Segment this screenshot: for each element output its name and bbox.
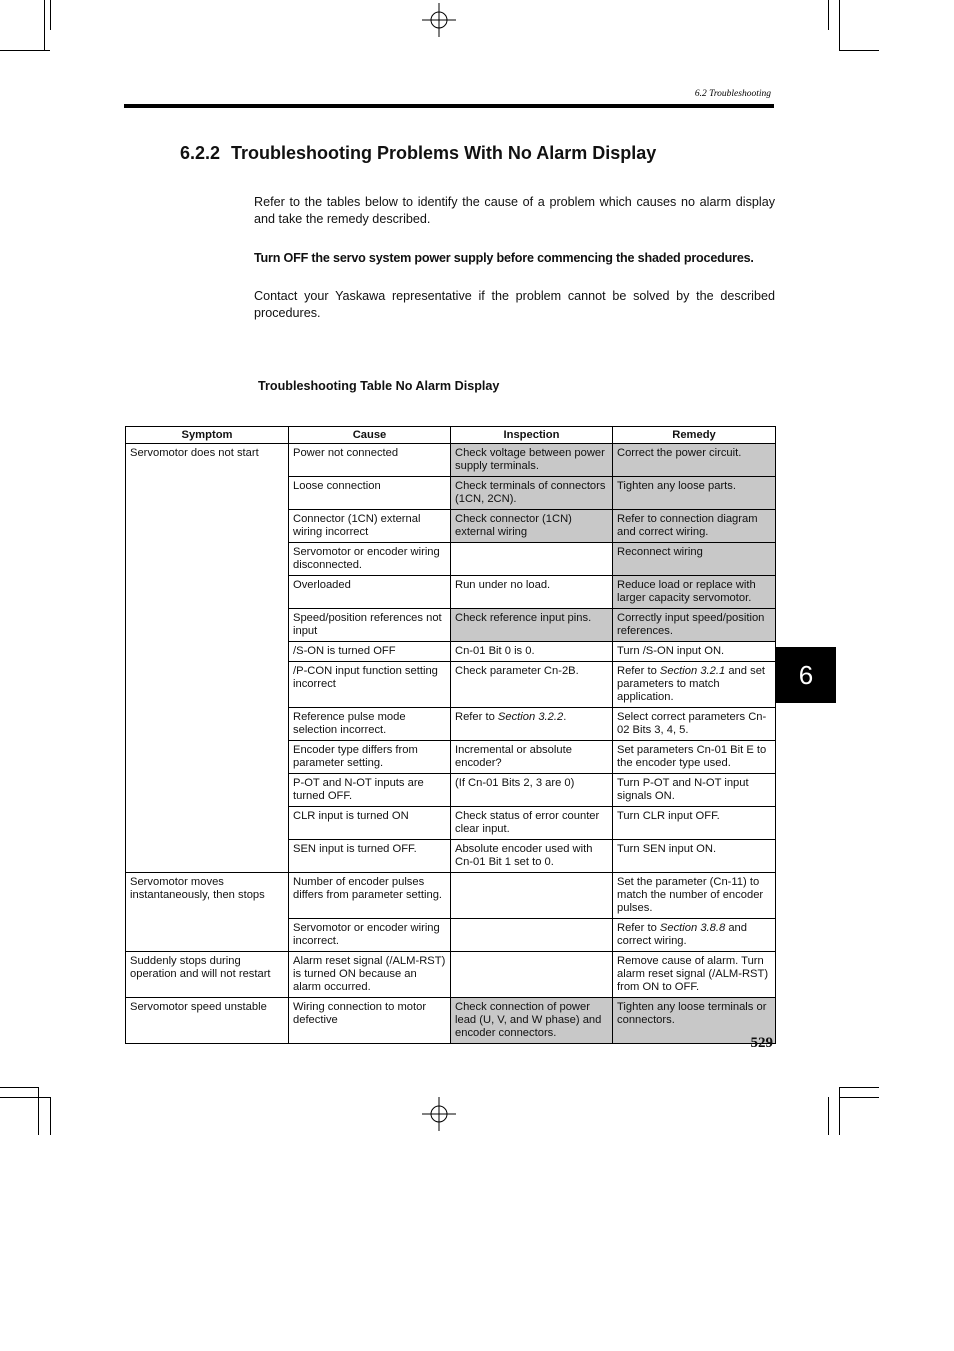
remedy-cell [613, 919, 776, 952]
inspection-section-ref: Section 3.2.2 [497, 711, 564, 723]
cause-cell: SEN input is turned OFF. [289, 840, 451, 873]
intro-paragraph: Refer to the tables below to identify the cause of a problem which causes no alarm display and take the remedy described. [254, 195, 775, 226]
inspection-cell: Check parameter Cn-2B. [451, 662, 613, 708]
remedy-text: and set parameters to match application. [617, 665, 766, 703]
table-row [126, 998, 776, 1044]
cause-cell: /S-ON is turned OFF [289, 642, 451, 662]
page-number: 529 [750, 1035, 773, 1051]
remedy-cell [613, 662, 776, 708]
inspection-cell [451, 543, 613, 576]
warning-paragraph: Turn OFF the servo system power supply before commencing the shaded procedures. [254, 251, 754, 265]
remedy-cell: Turn P-OT and N-OT input signals ON. [613, 774, 776, 807]
inspection-cell: Check connection of power lead (U, V, and W phase) and encoder connectors. [451, 998, 613, 1044]
remedy-cell: Set parameters Cn-01 Bit E to the encoder type used. [613, 741, 776, 774]
crop-mark [38, 1087, 39, 1135]
cause-cell: Wiring connection to motor defective [289, 998, 451, 1044]
cause-cell: P-OT and N-OT inputs are turned OFF. [289, 774, 451, 807]
remedy-text: Refer to [617, 665, 660, 677]
inspection-cell: Check connector (1CN) external wiring [451, 510, 613, 543]
table-caption: Troubleshooting Table No Alarm Display [258, 379, 500, 393]
inspection-cell: Check reference input pins. [451, 609, 613, 642]
section-title: Troubleshooting Problems With No Alarm Display [231, 143, 657, 163]
inspection-cell: Incremental or absolute encoder? [451, 741, 613, 774]
troubleshooting-table [125, 426, 776, 1044]
inspection-text: Refer to [455, 711, 498, 723]
remedy-cell: Reduce load or replace with larger capacity servomotor. [613, 576, 776, 609]
cause-cell: Loose connection [289, 477, 451, 510]
table-header-row [126, 427, 776, 444]
crop-mark [50, 1097, 51, 1135]
remedy-cell: Tighten any loose parts. [613, 477, 776, 510]
remedy-cell: Turn /S-ON input ON. [613, 642, 776, 662]
inspection-cell: Check voltage between power supply terminals. [451, 444, 613, 477]
remedy-text: and correct wiring. [617, 922, 747, 947]
crop-mark [0, 1087, 38, 1088]
remedy-cell: Correctly input speed/position references. [613, 609, 776, 642]
header-symptom: Symptom [126, 427, 289, 444]
cause-cell: Reference pulse mode selection incorrect. [289, 708, 451, 741]
contact-paragraph: Contact your Yaskawa representative if the problem cannot be solved by the described procedures. [254, 289, 775, 320]
inspection-text: . [563, 711, 567, 723]
table-row [126, 444, 776, 477]
inspection-cell [451, 952, 613, 998]
section-number: 6.2.2 [180, 143, 221, 163]
symptom-cell: Servomotor speed unstable [126, 998, 289, 1044]
registration-mark [422, 3, 456, 37]
cause-cell: CLR input is turned ON [289, 807, 451, 840]
remedy-cell: Select correct parameters Cn-02 Bits 3, 4, 5. [613, 708, 776, 741]
crop-mark [839, 0, 840, 50]
inspection-cell: Check status of error counter clear input. [451, 807, 613, 840]
crop-mark [839, 1097, 879, 1098]
remedy-cell: Remove cause of alarm. Turn alarm reset signal (/ALM-RST) from ON to OFF. [613, 952, 776, 998]
inspection-cell: (If Cn-01 Bits 2, 3 are 0) [451, 774, 613, 807]
cause-cell: Encoder type differs from parameter setting. [289, 741, 451, 774]
remedy-cell: Turn CLR input OFF. [613, 807, 776, 840]
symptom-cell: Suddenly stops during operation and will not restart [126, 952, 289, 998]
cause-cell: Number of encoder pulses differs from parameter setting. [289, 873, 451, 919]
inspection-cell [451, 708, 613, 741]
remedy-cell: Reconnect wiring [613, 543, 776, 576]
section-heading [180, 143, 656, 164]
crop-mark [828, 1097, 829, 1135]
crop-mark [839, 1087, 879, 1088]
running-header: 6.2 Troubleshooting [694, 89, 771, 99]
cause-cell: Overloaded [289, 576, 451, 609]
header-cause: Cause [289, 427, 451, 444]
cause-cell: /P-CON input function setting incorrect [289, 662, 451, 708]
header-remedy: Remedy [613, 427, 776, 444]
crop-mark [828, 0, 829, 30]
table-body [126, 444, 776, 1044]
crop-mark [44, 0, 45, 50]
remedy-cell: Turn SEN input ON. [613, 840, 776, 873]
table-row [126, 952, 776, 998]
chapter-tab: 6 [776, 647, 836, 703]
header-rule [124, 104, 774, 108]
inspection-cell [451, 873, 613, 919]
crop-mark [0, 50, 50, 51]
cause-cell: Power not connected [289, 444, 451, 477]
cause-cell: Alarm reset signal (/ALM-RST) is turned ON because an alarm occurred. [289, 952, 451, 998]
cause-cell: Connector (1CN) external wiring incorrect [289, 510, 451, 543]
crop-mark [0, 1097, 50, 1098]
crop-mark [839, 50, 879, 51]
remedy-cell: Set the parameter (Cn-11) to match the number of encoder pulses. [613, 873, 776, 919]
remedy-section-ref: Section 3.8.8 [659, 922, 726, 934]
inspection-cell: Absolute encoder used with Cn-01 Bit 1 set to 0. [451, 840, 613, 873]
remedy-text: Refer to [617, 922, 660, 934]
symptom-cell: Servomotor moves instantaneously, then stops [126, 873, 289, 952]
header-inspection: Inspection [451, 427, 613, 444]
cause-cell: Servomotor or encoder wiring disconnected. [289, 543, 451, 576]
remedy-cell: Refer to connection diagram and correct wiring. [613, 510, 776, 543]
remedy-cell: Correct the power circuit. [613, 444, 776, 477]
inspection-cell: Check terminals of connectors (1CN, 2CN). [451, 477, 613, 510]
crop-mark [839, 1087, 840, 1135]
symptom-cell: Servomotor does not start [126, 444, 289, 873]
cause-cell: Speed/position references not input [289, 609, 451, 642]
remedy-cell: Tighten any loose terminals or connectors. [613, 998, 776, 1044]
registration-mark [422, 1097, 456, 1131]
inspection-cell: Cn-01 Bit 0 is 0. [451, 642, 613, 662]
remedy-section-ref: Section 3.2.1 [659, 665, 726, 677]
cause-cell: Servomotor or encoder wiring incorrect. [289, 919, 451, 952]
inspection-cell [451, 919, 613, 952]
inspection-cell: Run under no load. [451, 576, 613, 609]
crop-mark [50, 0, 51, 30]
table-row [126, 873, 776, 919]
